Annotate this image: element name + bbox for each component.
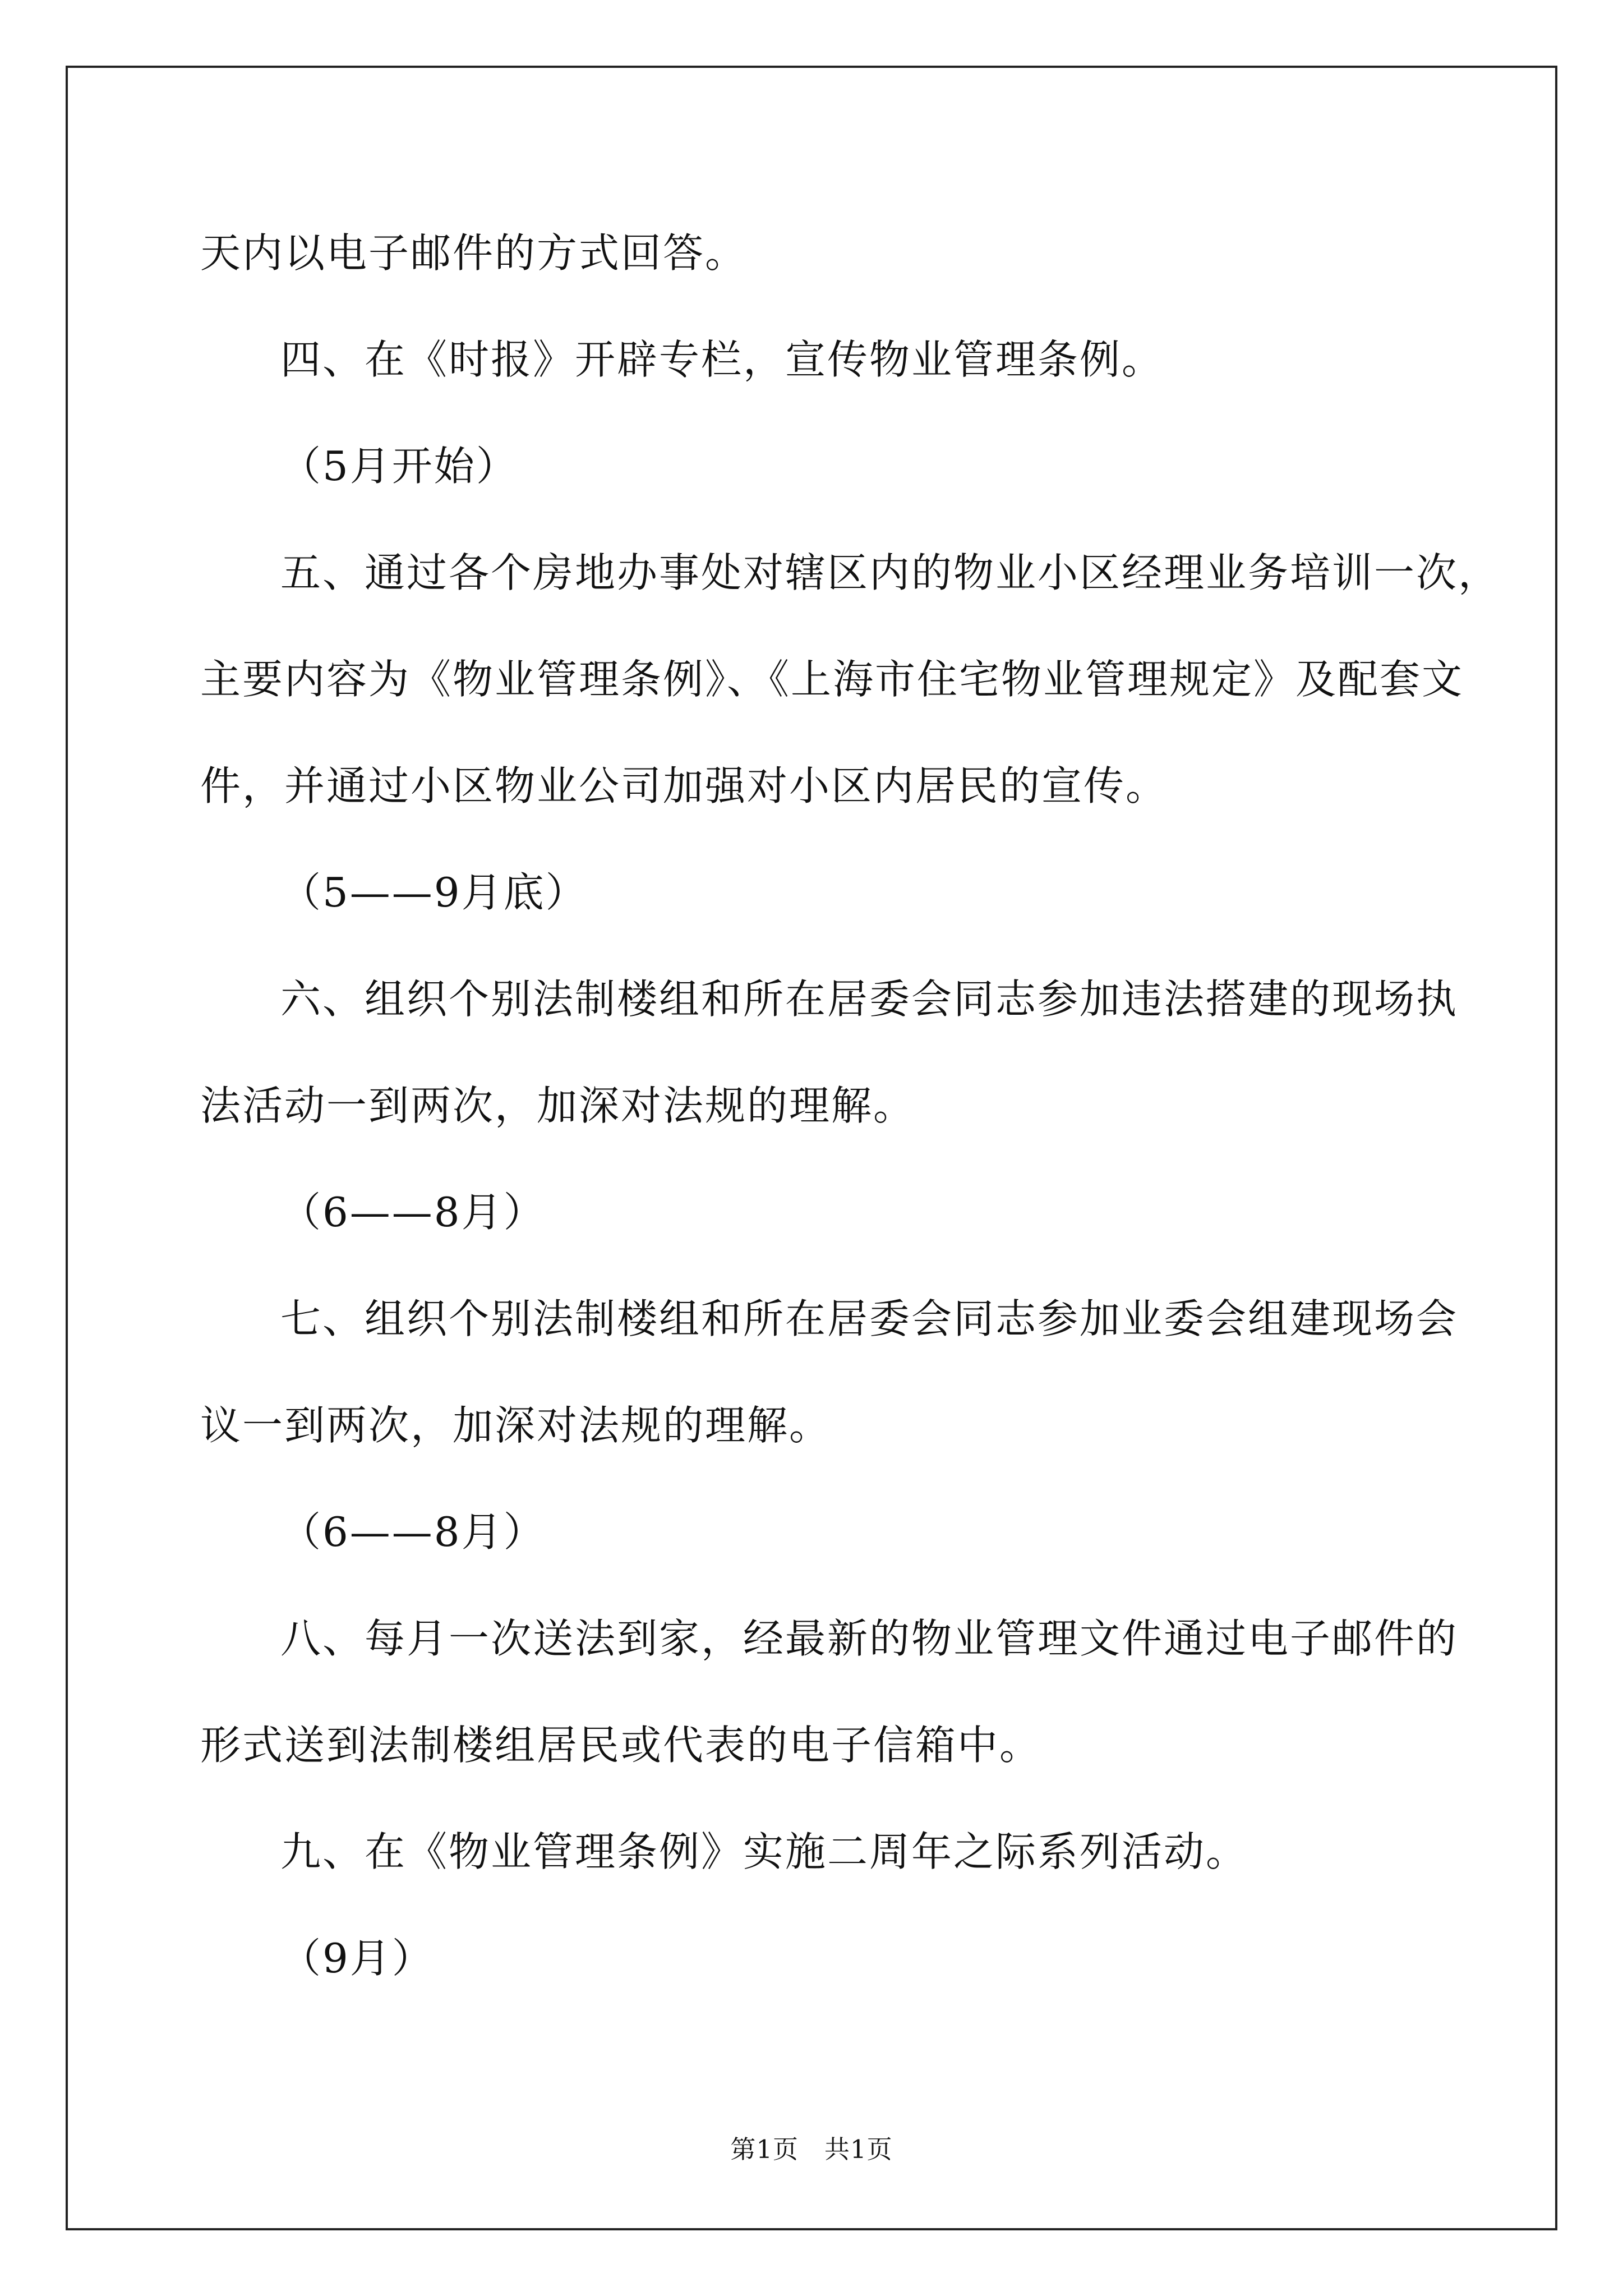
text-line-12: 议一到两次，加深对法规的理解。 [200, 1402, 832, 1449]
text-line-14: 八、每月一次送法到家，经最新的物业管理文件通过电子邮件的 [280, 1615, 1459, 1662]
text-line-3: （5月开始） [280, 443, 518, 490]
text-line-6: 件，并通过小区物业公司加强对小区内居民的宣传。 [200, 762, 1168, 809]
text-line-11: 七、组织个别法制楼组和所在居委会同志参加业委会组建现场会 [280, 1295, 1459, 1342]
text-line-5: 主要内容为《物业管理条例》、《上海市住宅物业管理规定》及配套文 [200, 656, 1464, 703]
text-line-17: （9月） [280, 1935, 434, 1982]
text-line-1: 天内以电子邮件的方式回答。 [200, 229, 748, 277]
text-line-10: （6——8月） [280, 1189, 546, 1236]
text-line-2: 四、在《时报》开辟专栏，宣传物业管理条例。 [280, 336, 1164, 383]
page-footer: 第1页 共1页 [730, 2134, 893, 2164]
text-line-7: （5——9月底） [280, 869, 588, 916]
text-line-4: 五、通过各个房地办事处对辖区内的物业小区经理业务培训一次， [280, 549, 1501, 596]
text-line-13: （6——8月） [280, 1508, 546, 1556]
text-line-8: 六、组织个别法制楼组和所在居委会同志参加违法搭建的现场执 [280, 976, 1459, 1023]
text-line-9: 法活动一到两次，加深对法规的理解。 [200, 1082, 916, 1129]
page-border [66, 66, 1557, 2230]
text-line-15: 形式送到法制楼组居民或代表的电子信箱中。 [200, 1722, 1042, 1769]
text-line-16: 九、在《物业管理条例》实施二周年之际系列活动。 [280, 1828, 1248, 1875]
